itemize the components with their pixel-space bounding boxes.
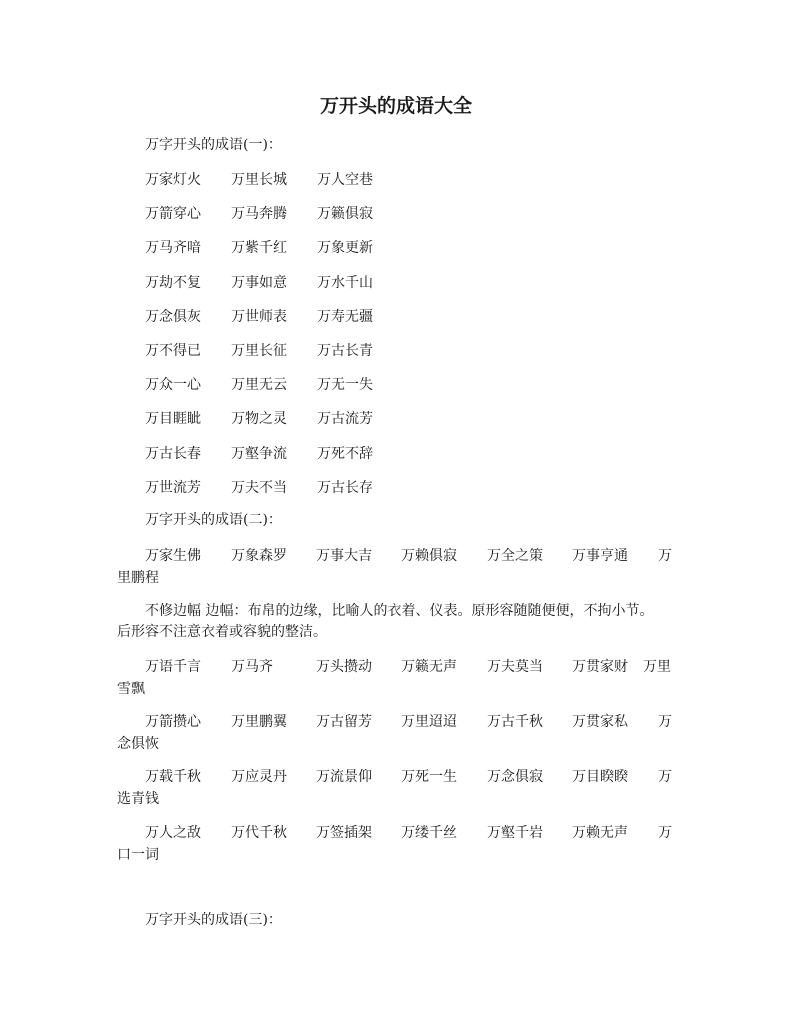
idiom-item: 万人空巷 <box>317 172 373 188</box>
idiom-item: 万应灵丹 <box>231 769 287 785</box>
idiom-item: 万马齐 <box>231 659 273 675</box>
idiom-item: 万死不辞 <box>317 446 373 462</box>
idiom-item: 万贯家财 <box>572 659 628 675</box>
section-3-heading: 万字开头的成语(三)： <box>145 912 282 928</box>
idiom-item: 万贯家私 <box>572 714 628 730</box>
idiom-item-wrap: 念俱恢 <box>117 736 159 752</box>
idiom-item: 万世流芳 <box>145 480 201 496</box>
idiom-item: 万无一失 <box>317 377 373 393</box>
idiom-item: 万目睽睽 <box>572 769 628 785</box>
idiom-item-wrap: 雪飘 <box>117 681 145 697</box>
idiom-item: 万象更新 <box>317 240 373 256</box>
idiom-item: 万家生佛 <box>145 548 201 564</box>
idiom-item-fragment: 万 <box>658 714 672 730</box>
idiom-item: 万象森罗 <box>231 548 287 564</box>
idiom-item: 万赖无声 <box>572 825 628 841</box>
note-line-1: 不修边幅 边幅：布帛的边缘，比喻人的衣着、仪表。原形容随随便便，不拘小节。 <box>145 603 654 619</box>
idiom-item: 万箭攒心 <box>145 714 201 730</box>
idiom-item: 万水千山 <box>317 275 373 291</box>
idiom-item: 万事如意 <box>231 275 287 291</box>
note-line-2: 后形容不注意衣着或容貌的整洁。 <box>117 624 327 640</box>
idiom-item-wrap: 口一词 <box>117 847 159 863</box>
idiom-item: 万马齐喑 <box>145 240 201 256</box>
idiom-item: 万全之策 <box>487 548 543 564</box>
idiom-item-fragment: 万里 <box>643 659 671 675</box>
idiom-item: 万念俱寂 <box>487 769 543 785</box>
idiom-item: 万众一心 <box>145 377 201 393</box>
idiom-item-wrap: 里鹏程 <box>117 570 159 586</box>
idiom-item: 万古长青 <box>317 343 373 359</box>
idiom-item: 万物之灵 <box>231 411 287 427</box>
idiom-item: 万念俱灰 <box>145 309 201 325</box>
idiom-item: 万世师表 <box>231 309 287 325</box>
idiom-item: 万载千秋 <box>145 769 201 785</box>
idiom-item: 万里迢迢 <box>401 714 457 730</box>
idiom-item: 万古流芳 <box>317 411 373 427</box>
idiom-item: 万劫不复 <box>145 275 201 291</box>
idiom-item: 万流景仰 <box>316 769 372 785</box>
section-2-heading: 万字开头的成语(二)： <box>145 512 282 528</box>
idiom-item: 万事大吉 <box>316 548 372 564</box>
idiom-item-fragment: 万 <box>658 548 672 564</box>
idiom-item: 万签插架 <box>316 825 372 841</box>
idiom-item: 万赖俱寂 <box>401 548 457 564</box>
idiom-item: 万目睚眦 <box>145 411 201 427</box>
idiom-item: 万马奔腾 <box>231 206 287 222</box>
section-1-heading: 万字开头的成语(一)： <box>145 137 282 153</box>
idiom-item: 万人之敌 <box>145 825 201 841</box>
idiom-item: 万古千秋 <box>487 714 543 730</box>
idiom-item: 万寿无疆 <box>317 309 373 325</box>
idiom-item: 万籁无声 <box>401 659 457 675</box>
idiom-item: 万语千言 <box>145 659 201 675</box>
idiom-item: 万夫莫当 <box>487 659 543 675</box>
idiom-item: 万古长春 <box>145 446 201 462</box>
idiom-item: 万里无云 <box>231 377 287 393</box>
idiom-item: 万家灯火 <box>145 172 201 188</box>
idiom-item: 万死一生 <box>401 769 457 785</box>
idiom-item: 万里长城 <box>231 172 287 188</box>
idiom-item: 万古留芳 <box>316 714 372 730</box>
idiom-item: 万古长存 <box>317 480 373 496</box>
idiom-item: 万头攒动 <box>316 659 372 675</box>
idiom-item: 万夫不当 <box>231 480 287 496</box>
idiom-item-wrap: 选青钱 <box>117 791 159 807</box>
idiom-item: 万籁俱寂 <box>317 206 373 222</box>
idiom-item: 万不得已 <box>145 343 201 359</box>
idiom-item: 万缕千丝 <box>401 825 457 841</box>
idiom-item-fragment: 万 <box>658 769 672 785</box>
idiom-item: 万里鹏翼 <box>231 714 287 730</box>
idiom-item: 万紫千红 <box>231 240 287 256</box>
idiom-item: 万箭穿心 <box>145 206 201 222</box>
idiom-item: 万里长征 <box>231 343 287 359</box>
idiom-item-fragment: 万 <box>658 825 672 841</box>
idiom-item: 万壑争流 <box>231 446 287 462</box>
idiom-item: 万事亨通 <box>572 548 628 564</box>
idiom-item: 万壑千岩 <box>487 825 543 841</box>
idiom-item: 万代千秋 <box>231 825 287 841</box>
page-title: 万开头的成语大全 <box>319 95 472 117</box>
